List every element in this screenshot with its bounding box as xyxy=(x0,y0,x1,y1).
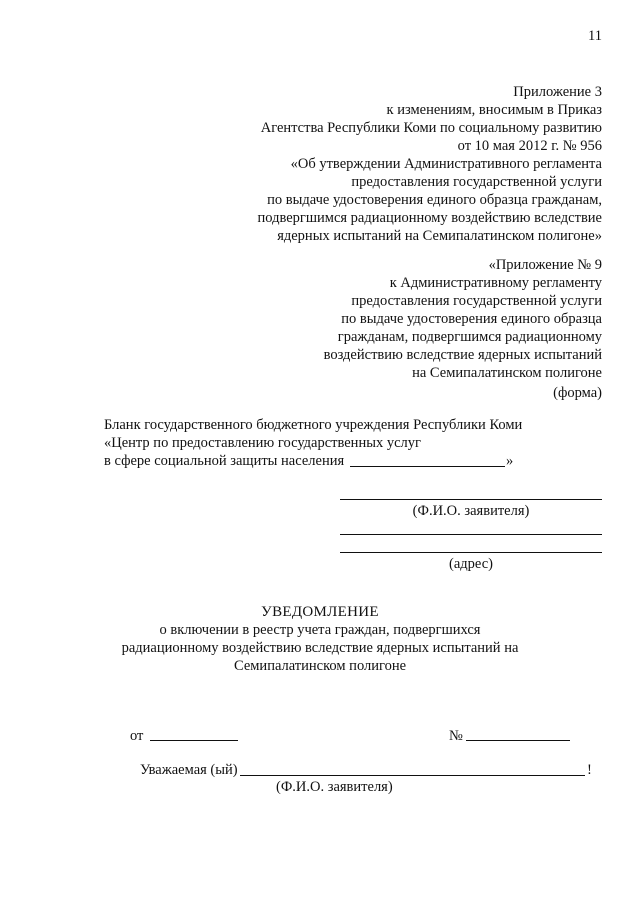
appendix-header-line: предоставления государственной услуги xyxy=(351,174,602,190)
salutation-end: ! xyxy=(587,762,592,778)
salutation-name-line[interactable] xyxy=(240,775,585,776)
appendix-header-line: Агентства Республики Коми по социальному развитию xyxy=(260,120,602,136)
notice-subtitle-line: о включении в реестр учета граждан, подвергшихся xyxy=(159,622,481,638)
institution-line: Бланк государственного бюджетного учреждения Республики Коми xyxy=(104,417,523,433)
notice-title: УВЕДОМЛЕНИЕ xyxy=(261,604,379,620)
address-line-1[interactable] xyxy=(340,534,602,535)
appendix-header-line: Приложение 3 xyxy=(513,84,602,100)
institution-line: «Центр по предоставлению государственных услуг xyxy=(104,435,421,451)
from-label: от xyxy=(130,728,144,744)
appendix-9-line: «Приложение № 9 xyxy=(488,257,602,273)
appendix-header-line: по выдаче удостоверения единого образца гражданам, xyxy=(267,192,602,208)
appendix-header-line: к изменениям, вносимым в Приказ xyxy=(386,102,602,118)
salutation-label: Уважаемая (ый) xyxy=(140,762,238,778)
applicant-name-caption: (Ф.И.О. заявителя) xyxy=(412,503,530,519)
institution-line: в сфере социальной защиты населения xyxy=(104,453,345,469)
appendix-9-line: на Семипалатинском полигоне xyxy=(412,365,602,381)
applicant-name-line[interactable] xyxy=(340,499,602,500)
notice-subtitle-line: радиационному воздействию вследствие ядерных испытаний на xyxy=(121,640,519,656)
institution-blank-line[interactable] xyxy=(350,466,505,467)
address-line-2[interactable] xyxy=(340,552,602,553)
institution-line-end: » xyxy=(506,453,514,469)
form-label: (форма) xyxy=(553,385,602,401)
number-blank-line[interactable] xyxy=(466,740,570,741)
appendix-9-line: к Административному регламенту xyxy=(389,275,602,291)
appendix-header-line: подвергшимся радиационному воздействию вследствие xyxy=(257,210,602,226)
address-caption: (адрес) xyxy=(449,556,493,572)
salutation-caption: (Ф.И.О. заявителя) xyxy=(276,779,393,795)
notice-subtitle-line: Семипалатинском полигоне xyxy=(233,658,407,674)
page-number: 11 xyxy=(588,28,602,44)
appendix-9-line: воздействию вследствие ядерных испытаний xyxy=(323,347,602,363)
appendix-9-line: предоставления государственной услуги xyxy=(351,293,602,309)
appendix-9-line: гражданам, подвергшимся радиационному xyxy=(337,329,602,345)
appendix-header-line: «Об утверждении Административного регламента xyxy=(290,156,602,172)
number-label: № xyxy=(449,728,463,744)
appendix-header-line: от 10 мая 2012 г. № 956 xyxy=(457,138,602,154)
appendix-9-line: по выдаче удостоверения единого образца xyxy=(341,311,602,327)
date-blank-line[interactable] xyxy=(150,740,238,741)
appendix-header-line: ядерных испытаний на Семипалатинском полигоне» xyxy=(277,228,602,244)
